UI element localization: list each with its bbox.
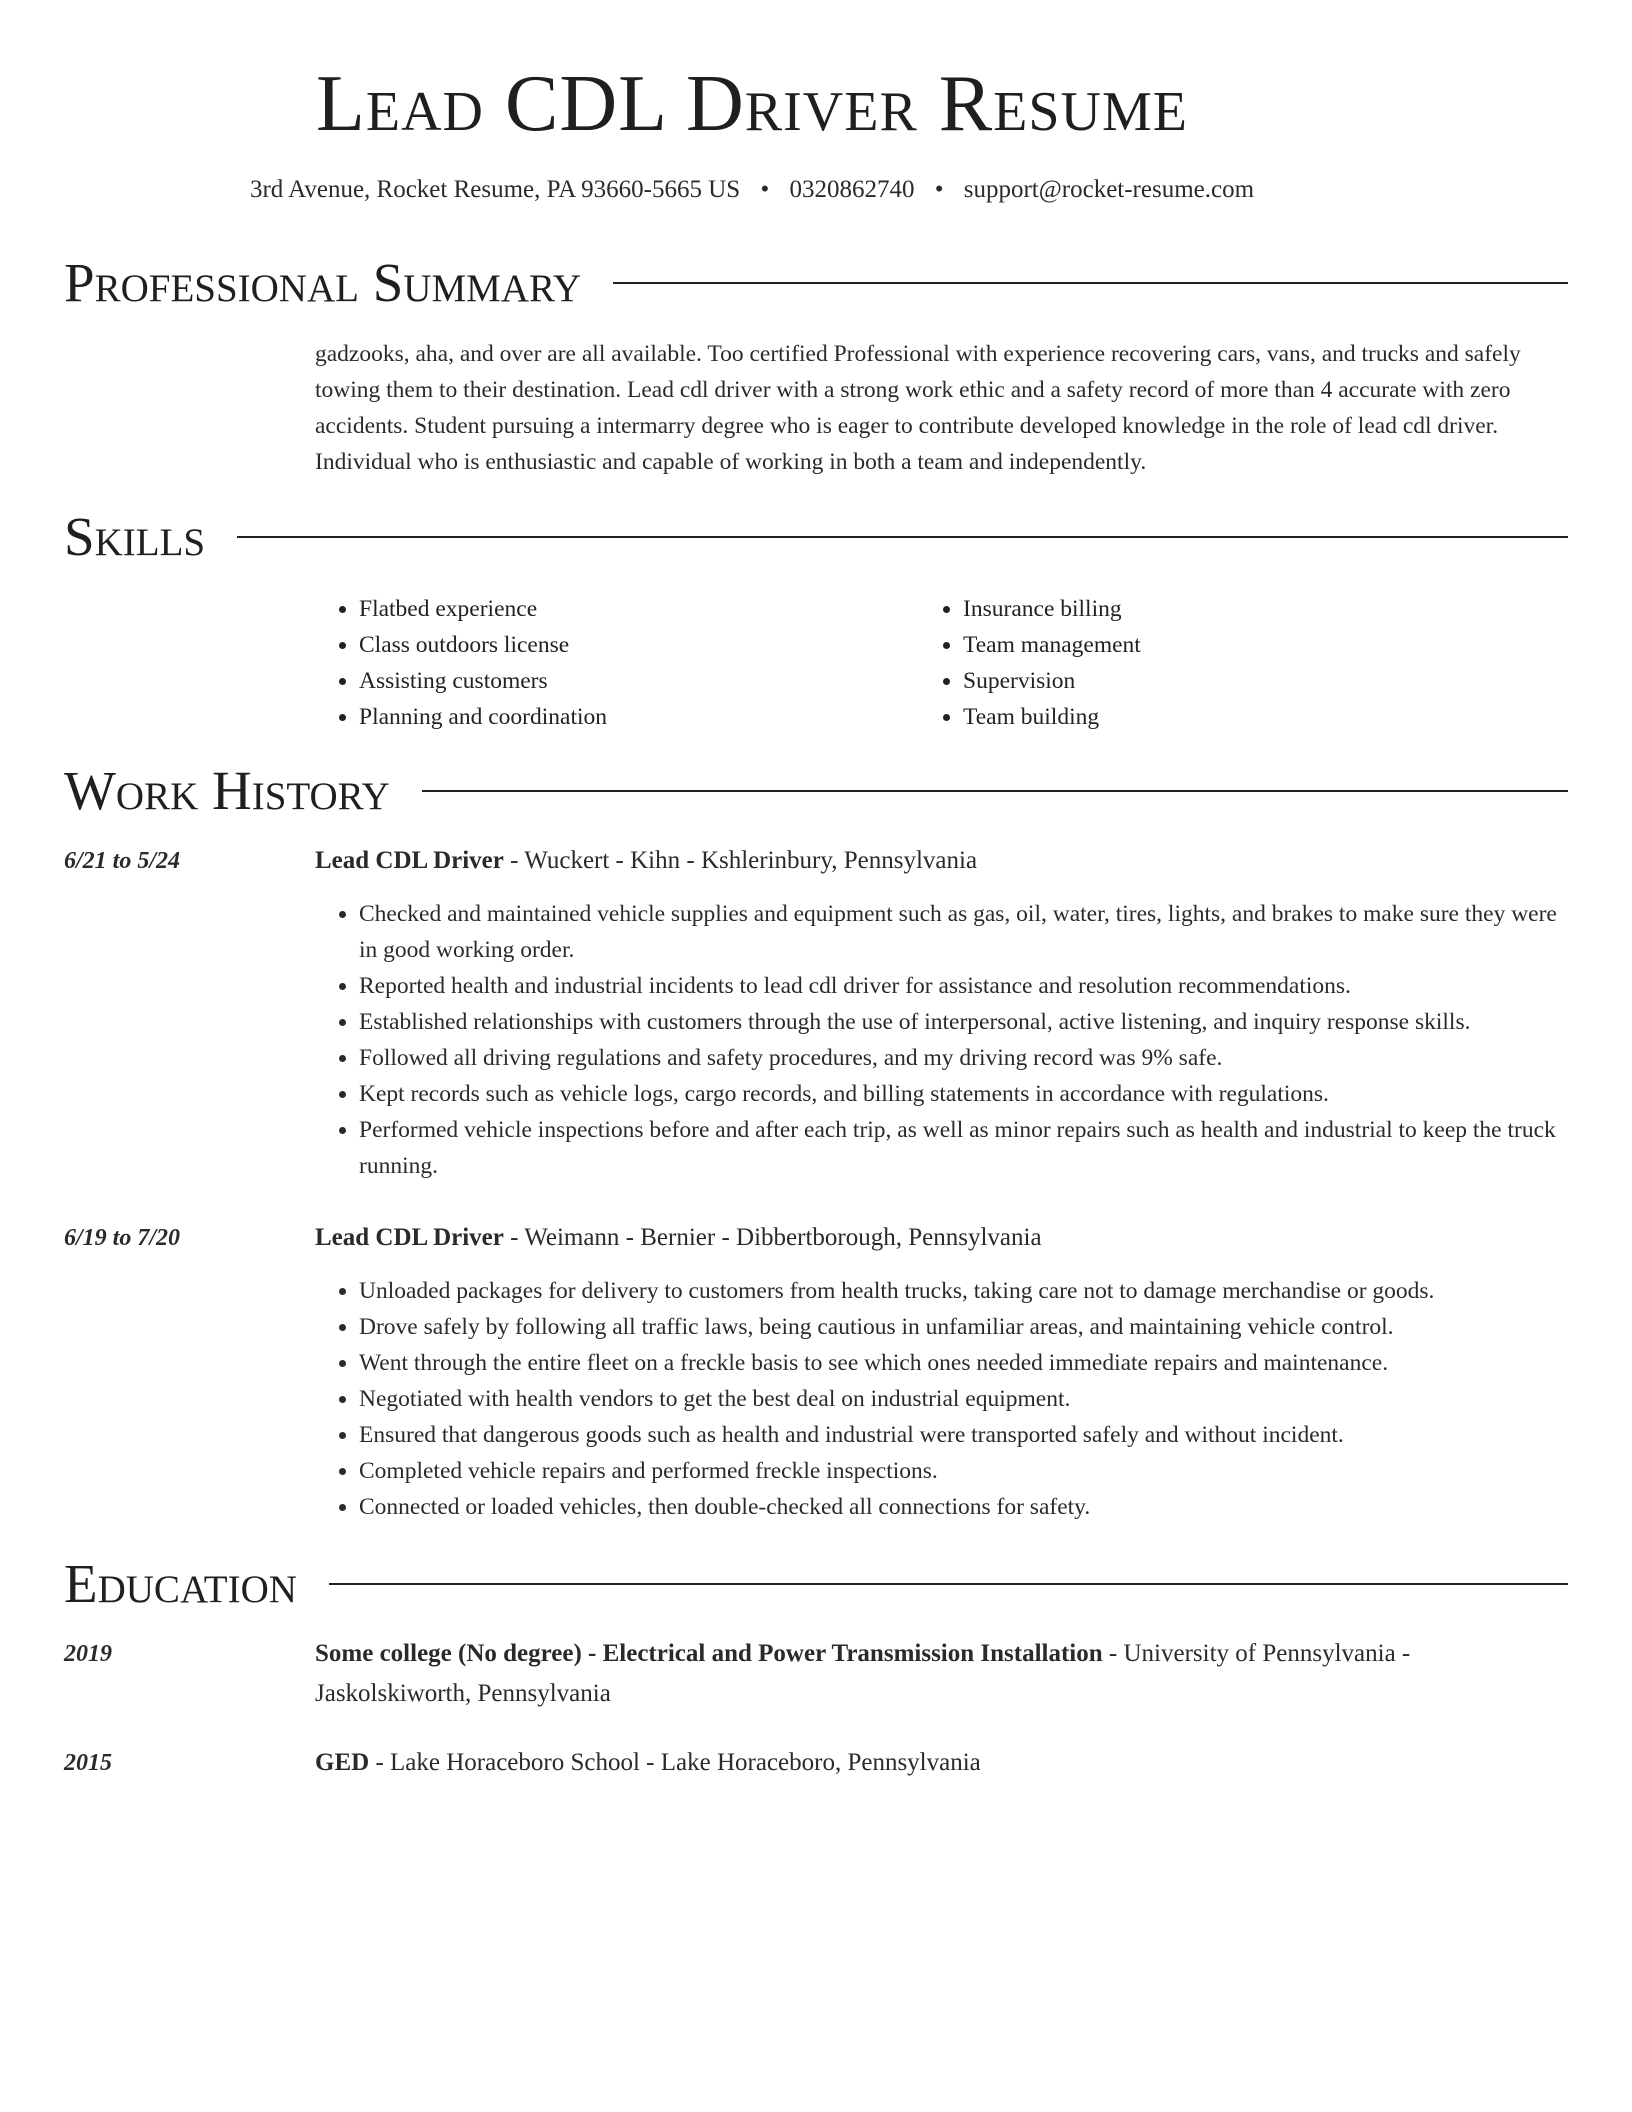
- education-school: - Lake Horaceboro School - Lake Horaceboro, Pennsylvania: [369, 1749, 981, 1776]
- job-employer: - Wuckert - Kihn - Kshlerinbury, Pennsylvania: [503, 847, 978, 874]
- education-degree: Some college (No degree) - Electrical and Power Transmission Installation: [315, 1640, 1103, 1667]
- education-school: - University of Pennsylvania - Jaskolskiworth, Pennsylvania: [315, 1640, 1411, 1707]
- job-bullet: • Went through the entire fleet on a freckle basis to see which ones needed immediate repairs and maintenance.: [359, 1345, 1569, 1381]
- job-bullet: • Reported health and industrial incidents to lead cdl driver for assistance and resolution recommendations.: [359, 968, 1569, 1004]
- education-heading: [315, 1743, 1569, 1783]
- contact-separator: •: [934, 176, 944, 203]
- job-employer: - Weimann - Bernier - Dibbertborough, Pennsylvania: [503, 1224, 1042, 1251]
- section-divider: [613, 282, 1568, 284]
- education-heading: [315, 1634, 1569, 1714]
- job-bullet: • Negotiated with health vendors to get the best deal on industrial equipment.: [359, 1381, 1569, 1417]
- education-degree: GED: [315, 1749, 370, 1776]
- skill-item: • Assisting customers: [359, 663, 919, 699]
- contact-phone: 0320862740: [789, 176, 915, 203]
- job-heading: [315, 843, 1569, 879]
- summary-text: gadzooks, aha, and over are all available. Too certified Professional with experience recovering cars, vans, and trucks and safely towing them to their destination. Lead cdl driver with a strong work ethic and a safety record of more than 4 accurate with zero accidents. Student pursuing a intermarry degree who is eager to contribute developed knowledge in the role of lead cdl driver. Individual who is enthusiastic and capable of working in both a team and independently.: [315, 341, 1521, 475]
- section-title-work: Work History: [64, 760, 390, 821]
- job-bullet: • Performed vehicle inspections before and after each trip, as well as minor repairs such as health and industrial to keep the truck running.: [359, 1112, 1569, 1184]
- job-heading: [315, 1220, 1569, 1256]
- work-section-header: [64, 758, 1568, 824]
- job-bullets: [315, 1273, 1569, 1525]
- job-bullet: • Connected or loaded vehicles, then double-checked all connections for safety.: [359, 1489, 1569, 1525]
- job-bullet: • Followed all driving regulations and safety procedures, and my driving record was 9% safe.: [359, 1040, 1569, 1076]
- skill-item: • Flatbed experience: [359, 591, 919, 627]
- job-bullet: • Established relationships with customers through the use of interpersonal, active listening, and inquiry response skills.: [359, 1004, 1569, 1040]
- summary-section-header: [64, 250, 1568, 316]
- section-divider: [237, 536, 1568, 538]
- skills-list: [315, 591, 1569, 735]
- section-title-education: Education: [64, 1553, 297, 1614]
- skill-item: • Class outdoors license: [359, 627, 919, 663]
- job-bullet: • Ensured that dangerous goods such as health and industrial were transported safely and without incident.: [359, 1417, 1569, 1453]
- education-section-header: [64, 1551, 1568, 1617]
- contact-email: support@rocket-resume.com: [963, 176, 1255, 203]
- resume-title: Lead CDL Driver Resume: [316, 60, 1188, 148]
- skill-item: • Insurance billing: [963, 591, 1569, 627]
- skills-column-left: [315, 591, 919, 735]
- contact-separator: •: [760, 176, 770, 203]
- skill-item: • Team building: [963, 699, 1569, 735]
- job-bullets: [315, 896, 1569, 1184]
- job-title: Lead CDL Driver: [315, 847, 504, 874]
- skills-section-header: [64, 504, 1568, 570]
- job-bullet: • Completed vehicle repairs and performed freckle inspections.: [359, 1453, 1569, 1489]
- job-title: Lead CDL Driver: [315, 1224, 504, 1251]
- section-divider: [329, 1583, 1568, 1585]
- contact-line: [0, 174, 1568, 206]
- contact-address: 3rd Avenue, Rocket Resume, PA 93660-5665 US: [249, 176, 741, 203]
- skill-item: • Team management: [963, 627, 1569, 663]
- job-date: 6/21 to 5/24: [64, 848, 181, 874]
- job-bullet: • Kept records such as vehicle logs, cargo records, and billing statements in accordance with regulations.: [359, 1076, 1569, 1112]
- section-title-summary: Professional Summary: [64, 252, 582, 313]
- job-bullet: • Checked and maintained vehicle supplies and equipment such as gas, oil, water, tires, lights, and brakes to make sure they were in good working order.: [359, 896, 1569, 968]
- skill-item: • Planning and coordination: [359, 699, 919, 735]
- section-divider: [422, 790, 1568, 792]
- education-date: 2015: [64, 1750, 112, 1776]
- job-date: 6/19 to 7/20: [64, 1225, 181, 1251]
- section-title-skills: Skills: [64, 506, 206, 567]
- skills-column-right: [919, 591, 1569, 735]
- skill-item: • Supervision: [963, 663, 1569, 699]
- job-bullet: • Drove safely by following all traffic laws, being cautious in unfamiliar areas, and maintaining vehicle control.: [359, 1309, 1569, 1345]
- education-date: 2019: [64, 1641, 112, 1667]
- job-bullet: • Unloaded packages for delivery to customers from health trucks, taking care not to damage merchandise or goods.: [359, 1273, 1569, 1309]
